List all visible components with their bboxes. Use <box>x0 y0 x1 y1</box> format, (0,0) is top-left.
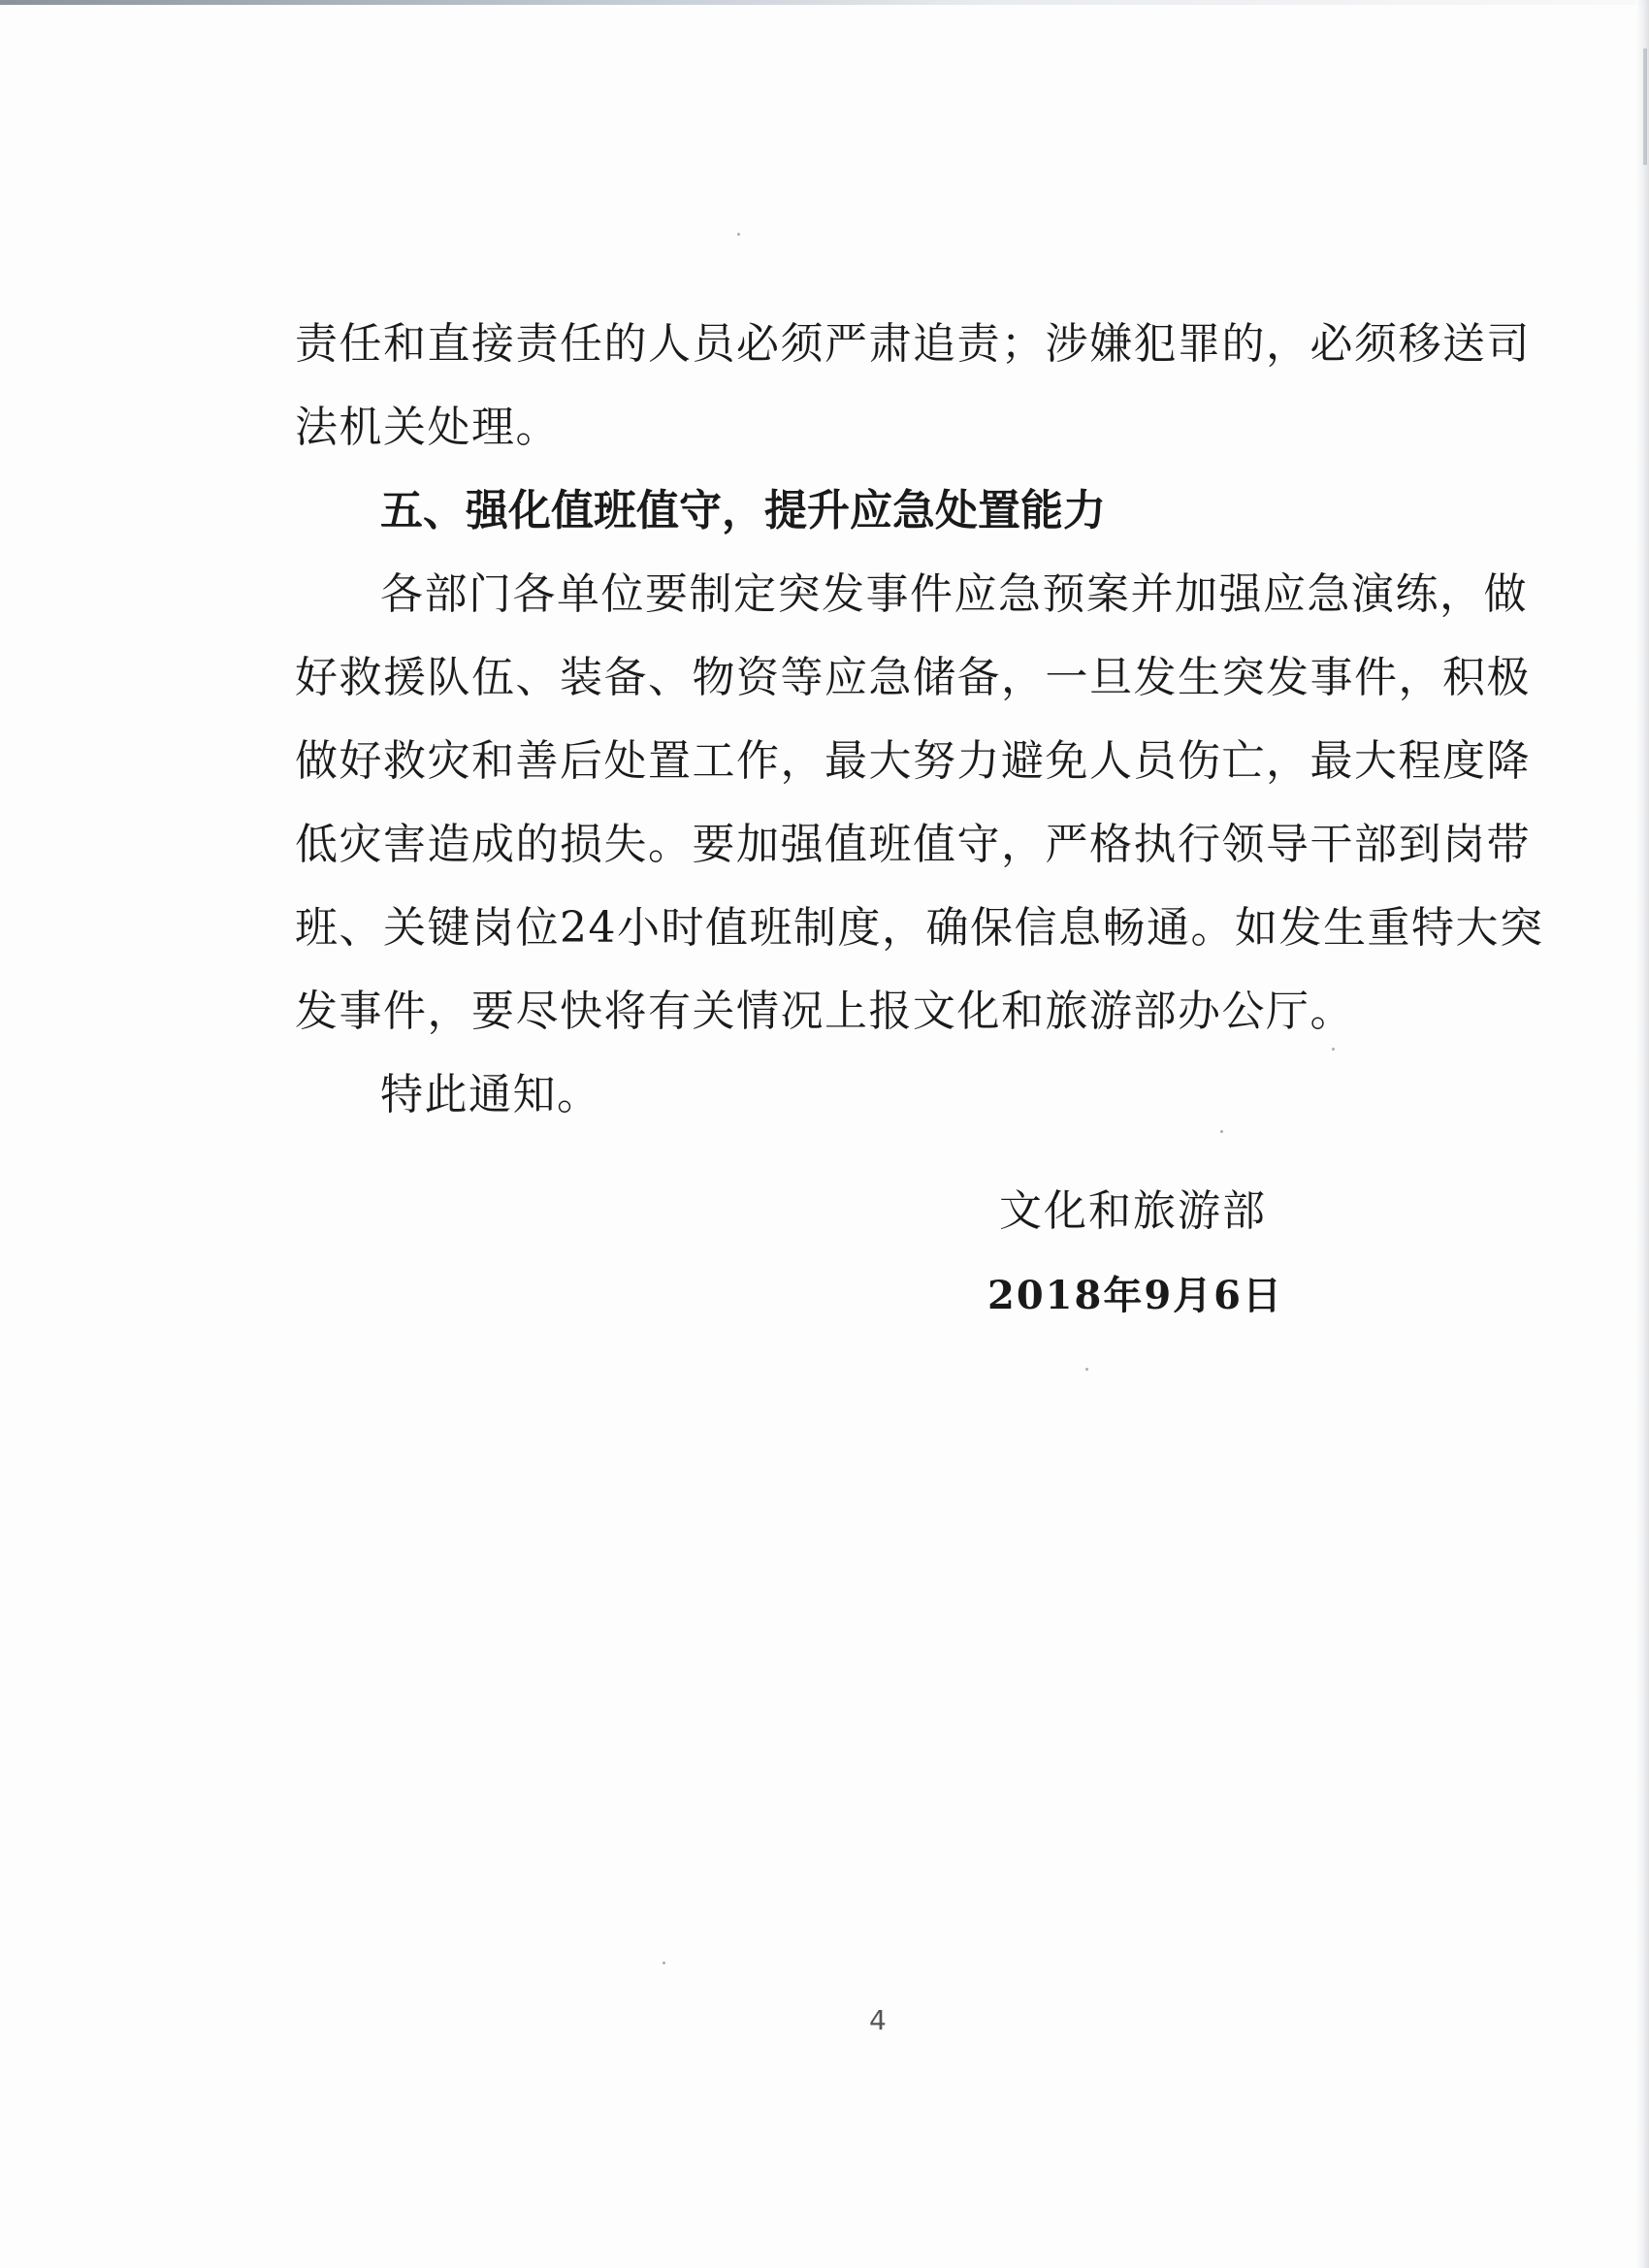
closing-line: 特此通知。 <box>380 1070 601 1119</box>
scan-right-edge <box>1635 0 1649 2268</box>
issuer-signature: 文化和旅游部 <box>999 1186 1267 1236</box>
body-line: 各部门各单位要制定突发事件应急预案并加强应急演练，做 <box>380 569 1528 619</box>
scan-speck <box>1085 1368 1088 1371</box>
body-line: 班、关键岗位24小时值班制度，确保信息畅通。如发生重特大突 <box>295 903 1544 953</box>
scan-speck <box>663 1961 665 1964</box>
scan-speck <box>1220 1130 1223 1133</box>
paragraph-line: 责任和直接责任的人员必须严肃追责；涉嫌犯罪的，必须移送司 <box>295 319 1531 369</box>
paragraph-line: 法机关处理。 <box>295 403 560 452</box>
scan-speck <box>737 233 740 236</box>
body-line: 做好救灾和善后处置工作，最大努力避免人员伤亡，最大程度降 <box>295 736 1531 786</box>
section-heading: 五、强化值班值守，提升应急处置能力 <box>380 486 1106 535</box>
scan-right-mark <box>1643 49 1647 165</box>
scan-speck <box>1332 1048 1335 1051</box>
issue-date: 2018年9月6日 <box>987 1273 1283 1318</box>
body-line: 好救援队伍、装备、物资等应急储备，一旦发生突发事件，积极 <box>295 653 1531 702</box>
body-line: 发事件，要尽快将有关情况上报文化和旅游部办公厅。 <box>295 987 1354 1036</box>
body-line: 低灾害造成的损失。要加强值班值守，严格执行领导干部到岗带 <box>295 820 1531 869</box>
document-body <box>295 303 1544 1137</box>
page-number: 4 <box>869 2004 887 2036</box>
scan-top-edge <box>0 0 1649 5</box>
